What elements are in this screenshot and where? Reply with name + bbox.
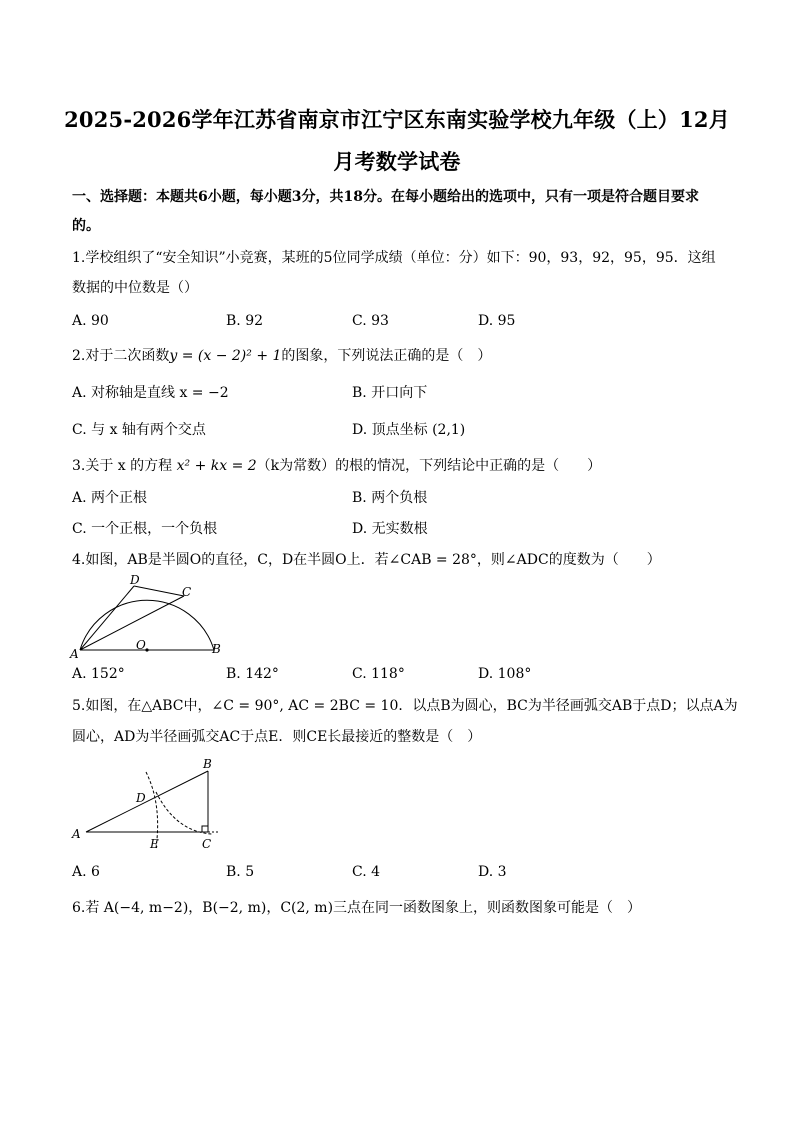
q2-option-a: A. 对称轴是直线 x = −2 [72,385,229,401]
q4-semicircle-figure [68,572,228,662]
q4-chord-dc [134,586,184,596]
q4-label-b: B [212,642,221,656]
q5-option-c: C. 4 [352,864,381,880]
q1-option-b: B. 92 [226,313,264,329]
q1-option-c: C. 93 [352,313,389,329]
q3-suffix: （k为常数）的根的情况，下列结论中正确的是（ ） [256,458,602,474]
q1-text-line2: 数据的中位数是（） [72,280,198,296]
q4-label-d: D [130,573,140,587]
q5-option-b: B. 5 [226,864,255,880]
q2-option-d: D. 顶点坐标 (2,1) [352,422,466,438]
q1-text-line1: 1.学校组织了“安全知识”小竞赛，某班的5位同学成绩（单位：分）如下：90，93，92，95，95．这组 [72,250,716,266]
q5-triangle-figure [66,752,226,852]
section-heading-line1: 一、选择题：本题共6小题，每小题3分，共18分。在每小题给出的选项中，只有一项是符合题目要求 [72,189,699,205]
q4-option-a: A. 152° [72,666,125,682]
q5-arc-centered-b [156,792,212,834]
q4-chord-ad [80,586,134,650]
q5-label-a: A [72,827,81,841]
q1-option-d: D. 95 [478,313,516,329]
exam-title-line1: 2025-2026学年江苏省南京市江宁区东南实验学校九年级（上）12月 [64,107,730,132]
q3-option-c: C. 一个正根，一个负根 [72,521,218,537]
q5-label-e: E [150,837,159,851]
q2-formula: y = (x − 2)² + 1 [169,348,282,364]
q4-label-a: A [70,647,79,661]
q4-center-point [145,648,148,651]
q4-text: 4.如图，AB是半圆O的直径，C，D在半圆O上．若∠CAB = 28°，则∠ADC的度数为（ ） [72,552,661,568]
q5-label-c: C [202,837,212,851]
q4-label-o: O [136,638,146,652]
q5-text-line2: 圆心，AD为半径画弧交AC于点E．则CE长最接近的整数是（ ） [72,729,482,745]
q5-label-d: D [136,791,146,805]
q4-option-d: D. 108° [478,666,532,682]
q5-side-ab [86,771,208,832]
exam-title-line2: 月考数学试卷 [333,149,461,174]
q4-option-c: C. 118° [352,666,405,682]
q3-formula: x² + kx = 2 [176,458,257,474]
q5-text-line1: 5.如图，在△ABC中，∠C = 90°, AC = 2BC = 10．以点B为圆心，BC为半径画弧交AB于点D；以点A为 [72,698,738,714]
q5-right-angle-mark [202,826,208,832]
q2-prefix: 2.对于二次函数 [72,348,170,364]
q5-option-a: A. 6 [72,864,100,880]
q3-option-d: D. 无实数根 [352,521,428,537]
q2-text [72,347,734,365]
q5-option-d: D. 3 [478,864,507,880]
section-heading-line2: 的。 [72,218,100,234]
q4-option-b: B. 142° [226,666,279,682]
q6-text: 6.若 A(−4, m−2)，B(−2, m)，C(2, m)三点在同一函数图象上，则函数图象可能是（ ） [72,900,642,916]
q2-suffix: 的图象，下列说法正确的是（ ） [281,348,492,364]
q2-option-c: C. 与 x 轴有两个交点 [72,422,206,438]
q2-option-b: B. 开口向下 [352,385,428,401]
q1-option-a: A. 90 [72,313,109,329]
q3-option-b: B. 两个负根 [352,490,428,506]
q3-text [72,457,734,475]
q4-label-c: C [182,585,192,599]
q5-label-b: B [203,757,212,771]
q4-semicircle-arc [80,600,214,650]
q3-prefix: 3.关于 x 的方程 [72,458,177,474]
q3-option-a: A. 两个正根 [72,490,148,506]
